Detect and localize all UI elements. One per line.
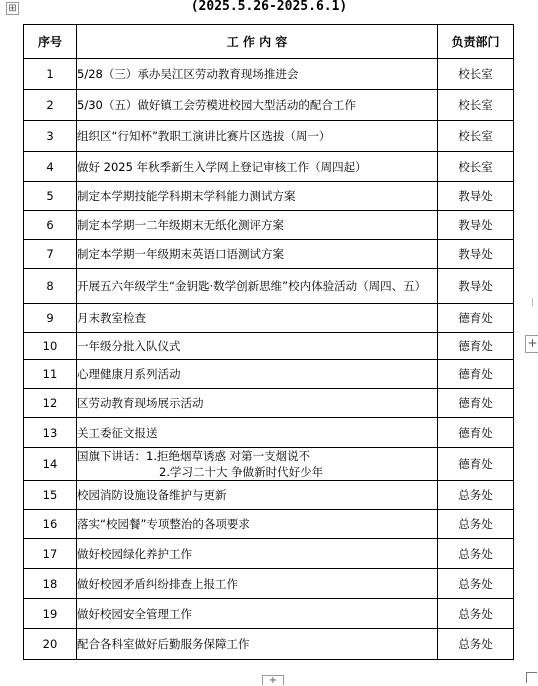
row-department: 校长室 xyxy=(438,59,514,90)
work-text: 区劳动教育现场展示活动 xyxy=(77,396,204,410)
row-number: 20 xyxy=(24,629,77,660)
work-text: 关工委征文报送 xyxy=(77,425,158,440)
row-number: 1 xyxy=(24,59,77,90)
table-row xyxy=(24,569,514,599)
table-row xyxy=(24,90,514,121)
row-work-content xyxy=(77,90,438,121)
side-marker xyxy=(532,298,538,306)
row-number: 5 xyxy=(24,182,77,211)
table-row xyxy=(24,333,514,360)
row-work-content xyxy=(77,539,438,569)
row-work-content xyxy=(77,360,438,389)
row-department: 德育处 xyxy=(438,389,514,418)
add-row-plus-icon[interactable]: + xyxy=(262,675,284,685)
row-work-content xyxy=(77,510,438,539)
table-row xyxy=(24,510,514,539)
row-department: 教导处 xyxy=(438,269,514,304)
row-number: 7 xyxy=(24,240,77,269)
row-number: 15 xyxy=(24,481,77,510)
row-department: 总务处 xyxy=(438,569,514,599)
header-no: 序号 xyxy=(24,25,77,59)
table-row xyxy=(24,599,514,629)
row-number: 6 xyxy=(24,211,77,240)
row-number: 11 xyxy=(24,360,77,389)
add-column-plus-icon[interactable]: + xyxy=(525,335,538,353)
row-department: 德育处 xyxy=(438,448,514,481)
row-work-content xyxy=(77,333,438,360)
row-number: 10 xyxy=(24,333,77,360)
row-department: 总务处 xyxy=(438,481,514,510)
row-number: 3 xyxy=(24,121,77,152)
row-work-content xyxy=(77,448,438,481)
row-number: 8 xyxy=(24,269,77,304)
table-row xyxy=(24,240,514,269)
row-work-content xyxy=(77,211,438,240)
row-department: 德育处 xyxy=(438,333,514,360)
row-number: 9 xyxy=(24,304,77,333)
table-row xyxy=(24,418,514,448)
row-work-content xyxy=(77,121,438,152)
row-number: 18 xyxy=(24,569,77,599)
table-row xyxy=(24,448,514,481)
work-text: 国旗下讲话：1.拒绝烟草诱惑 对第一支烟说不 xyxy=(77,449,311,463)
table-row xyxy=(24,211,514,240)
work-text: 一年级分批入队仪式 xyxy=(77,339,181,353)
table-row xyxy=(24,629,514,660)
row-department: 德育处 xyxy=(438,360,514,389)
row-work-content xyxy=(77,152,438,182)
header-dept: 负责部门 xyxy=(438,25,514,59)
table-row xyxy=(24,152,514,182)
table-row xyxy=(24,59,514,90)
row-number: 13 xyxy=(24,418,77,448)
row-number: 12 xyxy=(24,389,77,418)
table-row xyxy=(24,360,514,389)
work-text-line2: 2.学习二十大 争做新时代好少年 xyxy=(159,465,324,479)
work-text: 做好校园矛盾纠纷排查上报工作 xyxy=(77,576,238,591)
work-text: 5/30（五）做好镇工会劳模进校园大型活动的配合工作 xyxy=(77,98,356,112)
work-text: 做好校园安全管理工作 xyxy=(77,606,192,621)
row-department: 教导处 xyxy=(438,182,514,211)
work-text: 校园消防设施设备维护与更新 xyxy=(77,488,227,502)
row-work-content xyxy=(77,569,438,599)
work-text: 心理健康月系列活动 xyxy=(77,367,181,381)
work-text: 做好 2025 年秋季新生入学网上登记审核工作（周四起） xyxy=(77,159,367,174)
row-work-content xyxy=(77,481,438,510)
work-text: 制定本学期一年级期末英语口语测试方案 xyxy=(77,247,284,261)
row-work-content xyxy=(77,418,438,448)
row-department: 校长室 xyxy=(438,152,514,182)
work-text: 制定本学期一二年级期末无纸化测评方案 xyxy=(77,218,284,232)
work-text: 月末教室检查 xyxy=(77,311,146,325)
work-text: 5/28（三）承办吴江区劳动教育现场推进会 xyxy=(77,67,299,81)
row-department: 校长室 xyxy=(438,90,514,121)
row-number: 17 xyxy=(24,539,77,569)
table-row xyxy=(24,389,514,418)
row-work-content xyxy=(77,240,438,269)
work-text: 制定本学期技能学科期末学科能力测试方案 xyxy=(77,189,296,203)
table-row xyxy=(24,481,514,510)
row-work-content xyxy=(77,59,438,90)
row-department: 总务处 xyxy=(438,629,514,660)
row-department: 总务处 xyxy=(438,539,514,569)
table-row xyxy=(24,182,514,211)
row-number: 4 xyxy=(24,152,77,182)
row-work-content xyxy=(77,389,438,418)
row-department: 德育处 xyxy=(438,304,514,333)
table-row xyxy=(24,539,514,569)
row-department: 教导处 xyxy=(438,240,514,269)
work-text: 落实“校园餐”专项整治的各项要求 xyxy=(77,517,250,531)
row-department: 教导处 xyxy=(438,211,514,240)
table-header-row xyxy=(24,25,514,59)
table-row xyxy=(24,121,514,152)
row-work-content xyxy=(77,304,438,333)
move-handle-icon[interactable]: ⊞ xyxy=(6,2,19,15)
work-text: 组织区“行知杯”教职工演讲比赛片区选拔（周一） xyxy=(77,129,331,143)
row-work-content xyxy=(77,269,438,304)
row-number: 16 xyxy=(24,510,77,539)
row-number: 2 xyxy=(24,90,77,121)
row-number: 14 xyxy=(24,448,77,481)
table-row xyxy=(24,269,514,304)
row-department: 德育处 xyxy=(438,418,514,448)
work-text: 开展五六年级学生“金钥匙·数学创新思维”校内体验活动（周四、五） xyxy=(77,279,427,293)
row-department: 总务处 xyxy=(438,510,514,539)
resize-corner-icon[interactable] xyxy=(526,672,537,683)
row-department: 总务处 xyxy=(438,599,514,629)
row-work-content xyxy=(77,182,438,211)
page-title: (2025.5.26-2025.6.1) xyxy=(190,0,348,14)
schedule-table xyxy=(23,24,514,660)
row-number: 19 xyxy=(24,599,77,629)
header-work: 工 作 内 容 xyxy=(77,25,438,59)
work-text: 配合各科室做好后勤服务保障工作 xyxy=(77,637,250,651)
row-department: 校长室 xyxy=(438,121,514,152)
row-work-content xyxy=(77,629,438,660)
table-row xyxy=(24,304,514,333)
row-work-content xyxy=(77,599,438,629)
work-text: 做好校园绿化养护工作 xyxy=(77,546,192,561)
